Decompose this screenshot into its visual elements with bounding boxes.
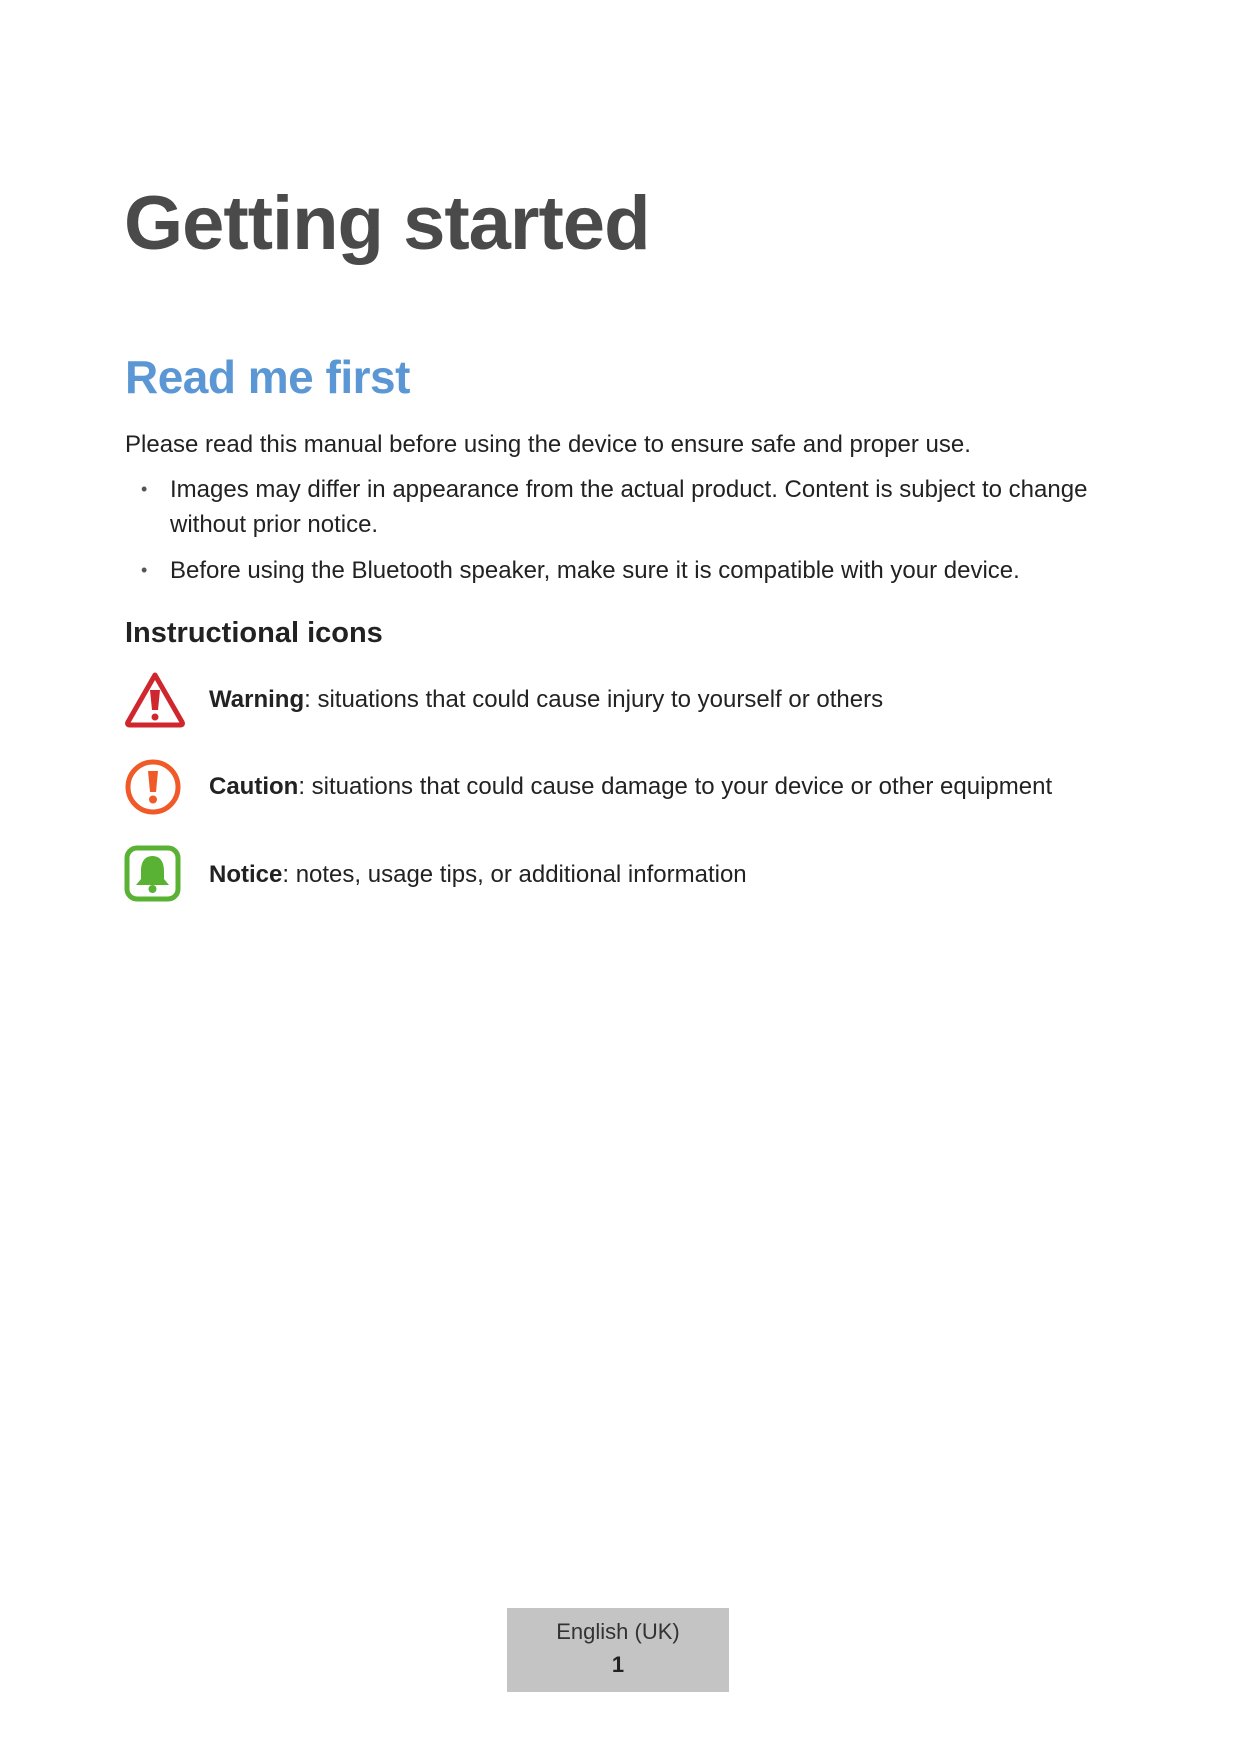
bullet-marker: • [141, 479, 148, 499]
intro-paragraph: Please read this manual before using the device to ensure safe and proper use. [125, 431, 971, 458]
warning-term: Warning [209, 686, 305, 713]
footer-language: English (UK) [556, 1619, 680, 1644]
notice-term: Notice [209, 861, 283, 888]
caution-row [124, 757, 1124, 817]
page-footer [507, 1608, 729, 1692]
warning-triangle-icon [124, 670, 186, 730]
bullet-list [125, 472, 1105, 599]
subsection-title: Instructional icons [125, 617, 383, 649]
caution-term: Caution [209, 773, 299, 800]
list-item [125, 553, 1105, 588]
notice-bell-icon [124, 845, 186, 905]
warning-row [124, 670, 1124, 730]
caution-circle-icon [124, 757, 186, 817]
page-title: Getting started [124, 181, 650, 266]
list-item-text: Images may differ in appearance from the actual product. Content is subject to change without prior notice. [170, 476, 1088, 538]
list-item [125, 472, 1105, 542]
page-number: 1 [611, 1652, 625, 1677]
notice-row [124, 845, 1124, 905]
warning-description: : situations that could cause injury to yourself or others [304, 686, 884, 713]
list-item-text: Before using the Bluetooth speaker, make sure it is compatible with your device. [170, 557, 1020, 584]
section-title: Read me first [125, 351, 410, 403]
caution-description: : situations that could cause damage to your device or other equipment [298, 773, 1053, 800]
notice-description: : notes, usage tips, or additional information [282, 861, 747, 888]
bullet-marker: • [141, 560, 148, 580]
